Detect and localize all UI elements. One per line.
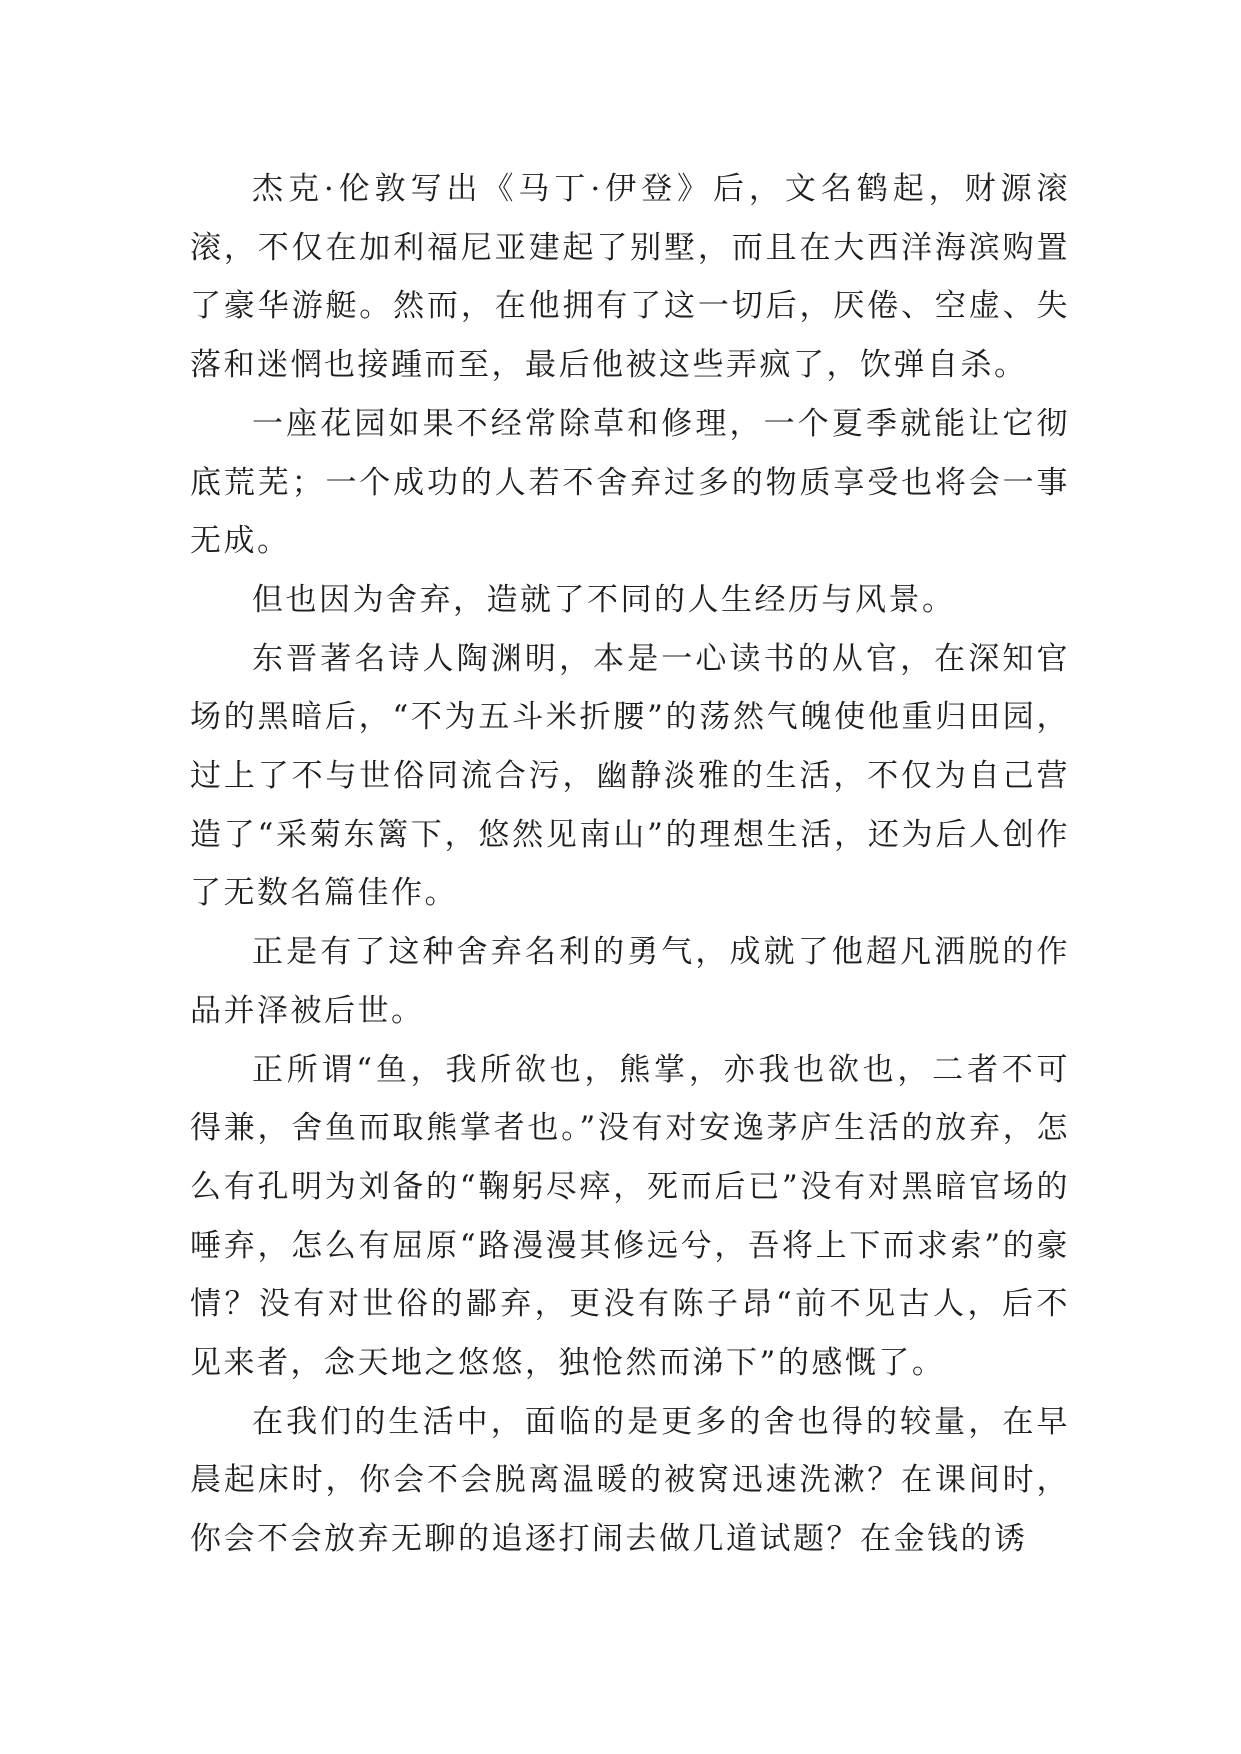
paragraph-fish-and-bear-paw: 正所谓“鱼，我所欲也，熊掌，亦我也欲也，二者不可得兼，舍鱼而取熊掌者也。”没有对安逸茅庐生活的放弃，怎么有孔明为刘备的“鞠躬尽瘁，死而后已”没有对黑暗官场的唾弃，怎么有屈原“路漫漫其修远兮，吾将上下而求索”的豪情？没有对世俗的鄙弃，更没有陈子昂“前不见古人，后不见来者，念天地之悠悠，独怆然而涕下”的感慨了。	[190, 1051, 1070, 1382]
paragraph-life-scenery: 但也因为舍弃，造就了不同的人生经历与风景。	[252, 581, 956, 618]
paragraph-daily-life: 在我们的生活中，面临的是更多的舍也得的较量，在早晨起床时，你会不会脱离温暖的被窝迅速洗漱？在课间时，你会不会放弃无聊的追逐打闹去做几道试题？在金钱的诱	[190, 1403, 1070, 1558]
paragraph-tao-yuanming: 东晋著名诗人陶渊明，本是一心读书的从官，在深知官场的黑暗后，“不为五斗米折腰”的荡然气魄使他重归田园，过上了不与世俗同流合污，幽静淡雅的生活，不仅为自己营造了“采菊东篱下，悠然见南山”的理想生活，还为后人创作了无数名篇佳作。	[190, 640, 1070, 912]
paragraph-garden: 一座花园如果不经常除草和修理，一个夏季就能让它彻底荒芜；一个成功的人若不舍弃过多的物质享受也将会一事无成。	[190, 405, 1070, 560]
document-body	[190, 160, 1070, 1569]
paragraph-jack-london: 杰克·伦敦写出《马丁·伊登》后，文名鹤起，财源滚滚，不仅在加利福尼亚建起了别墅，而且在大西洋海滨购置了豪华游艇。然而，在他拥有了这一切后，厌倦、空虚、失落和迷惘也接踵而至，最后他被这些弄疯了，饮弹自杀。	[190, 171, 1070, 384]
paragraph-courage: 正是有了这种舍弃名利的勇气，成就了他超凡洒脱的作品并泽被后世。	[190, 934, 1070, 1029]
